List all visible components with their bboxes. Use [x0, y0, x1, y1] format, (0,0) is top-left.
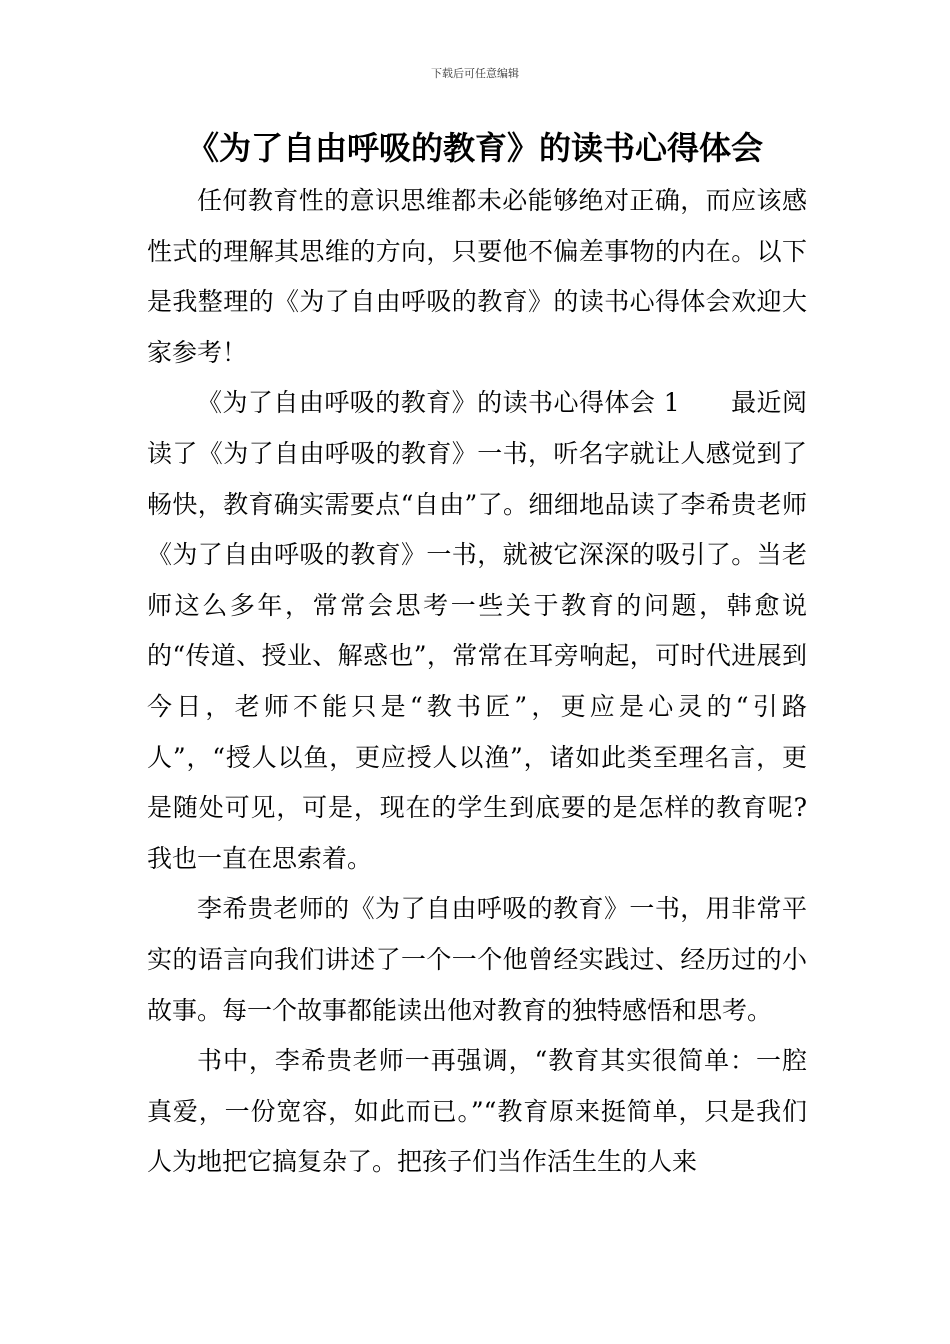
header-note: 下载后可任意编辑 [431, 67, 519, 80]
paragraph-essay-1: 《为了自由呼吸的教育》的读书心得体会 1 最近阅读了《为了自由呼吸的教育》一书，听名字就让人感觉到了畅快，教育确实需要点“自由”了。细细地品读了李希贵老师《为了自由呼吸的教育》一书，就被它深深的吸引了。当老师这么多年，常常会思考一些关于教育的问题，韩愈说的“传道、授业、解惑也”，常常在耳旁响起，可时代进展到今日，老师不能只是“教书匠”，更应是心灵的“引路人”，“授人以鱼，更应授人以渔”，诸如此类至理名言，更是随处可见，可是，现在的学生到底要的是怎样的教育呢?我也一直在思索着。 [147, 388, 807, 873]
document-body [147, 176, 807, 1188]
paragraph-quote: 书中，李希贵老师一再强调，“教育其实很简单：一腔真爱，一份宽容，如此而已。”“教育原来挺简单，只是我们人为地把它搞复杂了。把孩子们当作活生生的人来 [147, 1046, 807, 1177]
paragraph-intro: 任何教育性的意识思维都未必能够绝对正确，而应该感性式的理解其思维的方向，只要他不偏差事物的内在。以下是我整理的《为了自由呼吸的教育》的读书心得体会欢迎大家参考！ [147, 186, 807, 367]
document-title: 《为了自由呼吸的教育》的读书心得体会 [186, 129, 763, 167]
paragraph-story: 李希贵老师的《为了自由呼吸的教育》一书，用非常平实的语言向我们讲述了一个一个他曾经实践过、经历过的小故事。每一个故事都能读出他对教育的独特感悟和思考。 [147, 894, 807, 1025]
